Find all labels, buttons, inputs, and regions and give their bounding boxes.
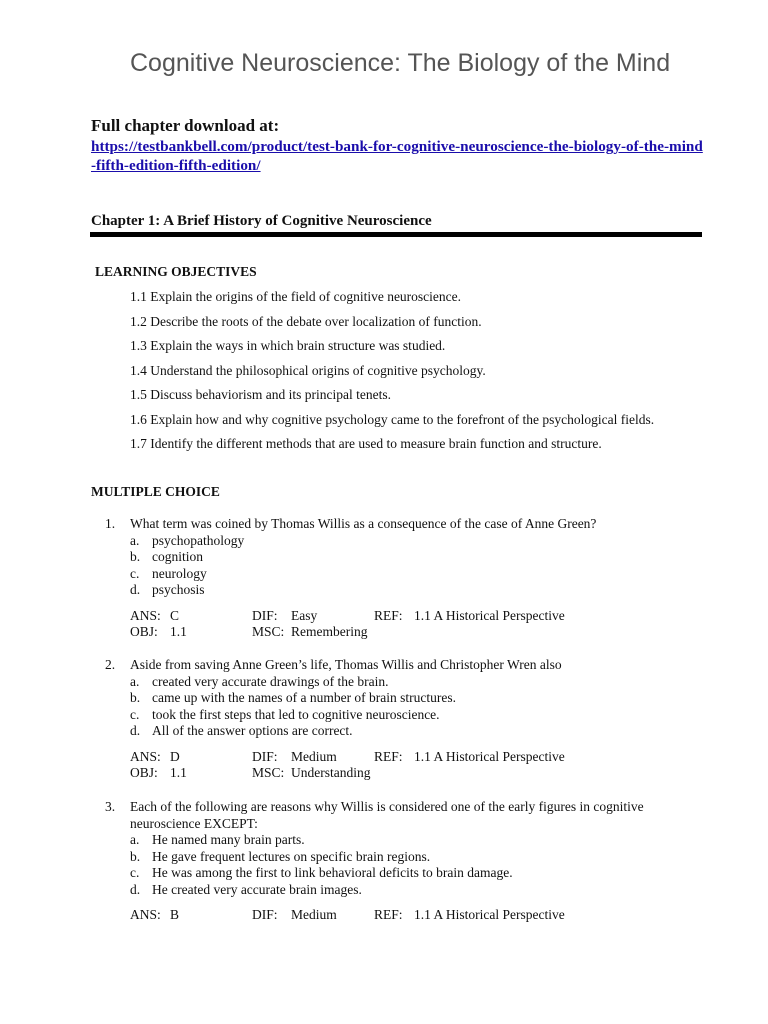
- answer-key: D: [170, 748, 180, 764]
- answer-option: b. He gave frequent lectures on specific brain regions.: [130, 848, 431, 864]
- objective-item: 1.2 Describe the roots of the debate over localization of function.: [130, 313, 482, 329]
- objective-item: 1.5 Discuss behaviorism and its principal tenets.: [130, 387, 391, 402]
- answer-option: d. He created very accurate brain images.: [130, 881, 362, 897]
- objective-item: 1.7 Identify the different methods that are used to measure brain function and structure.: [130, 436, 602, 451]
- learning-objectives-heading: LEARNING OBJECTIVES: [95, 264, 257, 279]
- question-number: 2.: [105, 657, 116, 672]
- question-2: [105, 657, 690, 782]
- answer-option: b. cognition: [130, 549, 203, 564]
- msc: Understanding: [291, 765, 371, 780]
- learning-objectives-list: [130, 287, 654, 459]
- chapter-title: Chapter 1: A Brief History of Cognitive Neuroscience: [91, 213, 432, 229]
- download-link[interactable]: https://testbankbell.com/product/test-bank-for-cognitive-neuroscience-the-biology-of-the-mind-fifth-edition-fifth-edition/: [91, 138, 703, 174]
- reference: 1.1 A Historical Perspective: [414, 607, 565, 623]
- answer-option: c. took the first steps that led to cognitive neuroscience.: [130, 706, 440, 722]
- question-stem: Aside from saving Anne Green’s life, Thomas Willis and Christopher Wren also: [130, 657, 562, 672]
- answer-option: a. He named many brain parts.: [130, 832, 305, 847]
- question-3: [105, 799, 665, 924]
- reference: 1.1 A Historical Perspective: [414, 907, 565, 922]
- answer-option: a. created very accurate drawings of the brain.: [130, 673, 389, 689]
- chapter-divider: [90, 232, 702, 237]
- answer-options: [130, 533, 690, 599]
- answer-option: a. psychopathology: [130, 532, 245, 548]
- answer-option: c. He was among the first to link behavioral deficits to brain damage.: [130, 865, 513, 880]
- objective: 1.1: [170, 624, 187, 639]
- objective-item: 1.6 Explain how and why cognitive psychology came to the forefront of the psychological fields.: [130, 411, 655, 427]
- answer-options: [130, 832, 665, 898]
- objective-item: 1.3 Explain the ways in which brain structure was studied.: [130, 338, 446, 353]
- objective-item: 1.4 Understand the philosophical origins of cognitive psychology.: [130, 362, 486, 378]
- objective-item: 1.1 Explain the origins of the field of cognitive neuroscience.: [130, 289, 462, 304]
- answer-metadata: ANS: B DIF: Medium REF: 1.1 A Historical Perspective: [130, 907, 565, 922]
- difficulty: Medium: [291, 907, 337, 922]
- answer-key: B: [170, 907, 180, 922]
- question-1: [105, 516, 690, 641]
- question-stem: What term was coined by Thomas Willis as a consequence of the case of Anne Green?: [130, 516, 597, 531]
- answer-metadata: ANS: D DIF: Medium REF: 1.1 A Historical Perspective OBJ: 1.1 MSC: Understanding: [130, 748, 565, 780]
- download-label: Full chapter download at:: [91, 116, 280, 135]
- answer-key: C: [170, 607, 180, 623]
- answer-option: b. came up with the names of a number of brain structures.: [130, 690, 457, 705]
- answer-option: d. psychosis: [130, 582, 205, 597]
- answer-option: d. All of the answer options are correct.: [130, 723, 353, 738]
- question-number: 3.: [105, 799, 116, 814]
- answer-options: [130, 674, 690, 740]
- answer-metadata: ANS: C DIF: Easy REF: 1.1 A Historical Perspective OBJ: 1.1 MSC: Remembering: [130, 607, 565, 639]
- objective: 1.1: [170, 765, 187, 780]
- document-title: Cognitive Neuroscience: The Biology of the Mind: [130, 49, 671, 77]
- answer-option: c. neurology: [130, 565, 207, 581]
- difficulty: Medium: [291, 748, 337, 764]
- multiple-choice-heading: MULTIPLE CHOICE: [91, 484, 220, 499]
- difficulty: Easy: [291, 607, 318, 623]
- reference: 1.1 A Historical Perspective: [414, 748, 565, 764]
- question-stem: Each of the following are reasons why Willis is considered one of the early figures in cognitive neuroscience EXCEPT:: [130, 799, 644, 831]
- question-number: 1.: [105, 516, 116, 531]
- msc: Remembering: [291, 624, 368, 639]
